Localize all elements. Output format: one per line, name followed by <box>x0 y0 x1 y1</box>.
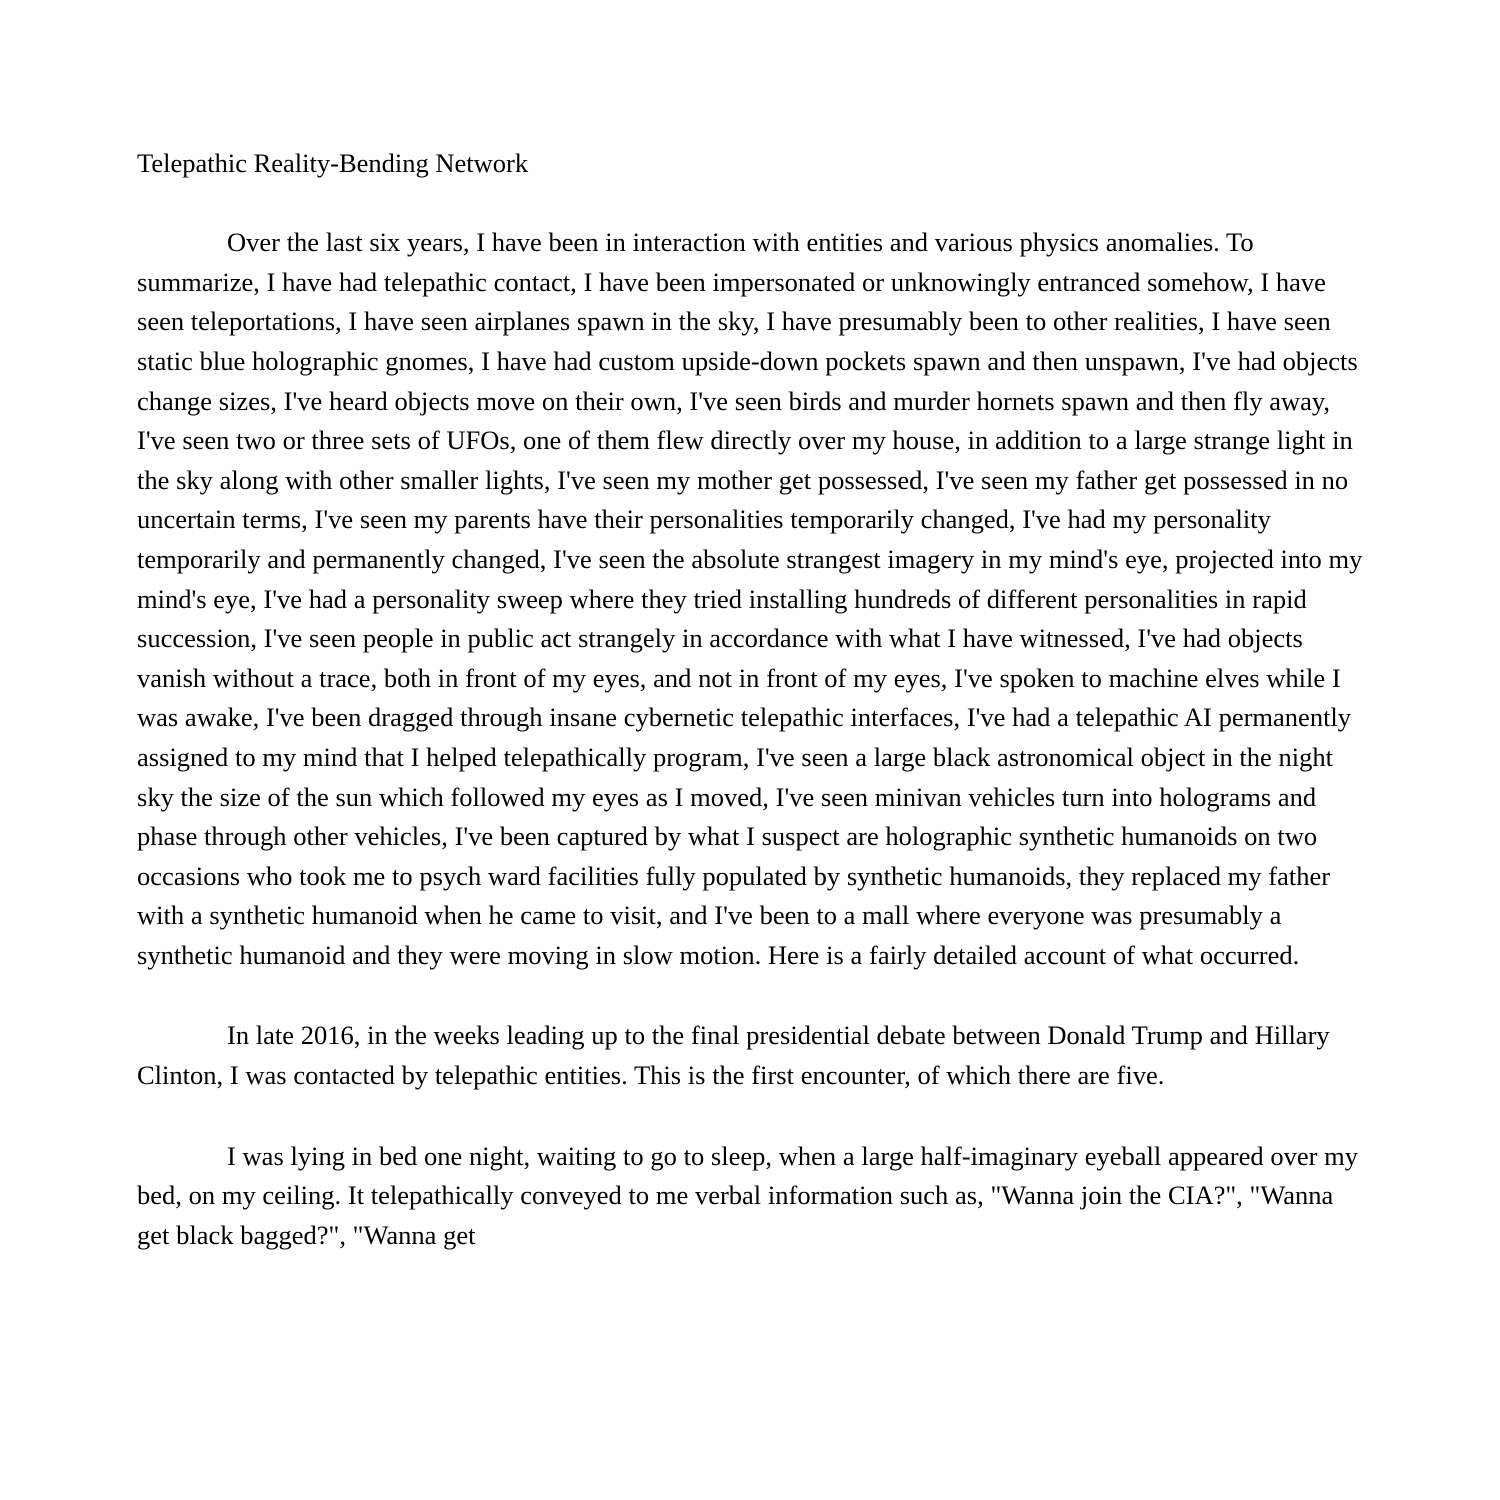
paragraph-spacer <box>137 184 1365 224</box>
document-title: Telepathic Reality-Bending Network <box>137 148 529 178</box>
paragraph-late-2016-contact: In late 2016, in the weeks leading up to the final presidential debate between Donald Trump and Hillary Clinton, I was contacted by telepathic entities. This is the first encounter, of which there are five. <box>137 1020 1330 1091</box>
paragraph-summary-of-experiences: Over the last six years, I have been in interaction with entities and various physics anomalies. To summarize, I have had telepathic contact, I have been impersonated or unknowingly entranced somehow, I have seen teleportations, I have seen airplanes spawn in the sky, I have presumably been to other realities, I have seen static blue holographic gnomes, I have had custom upside-down pockets spawn and then unspawn, I've had objects change sizes, I've heard objects move on their own, I've seen birds and murder hornets spawn and then fly away, I've seen two or three sets of UFOs, one of them flew directly over my house, in addition to a large strange light in the sky along with other smaller lights, I've seen my mother get possessed, I've seen my father get possessed in no uncertain terms, I've seen my parents have their personalities temporarily changed, I've had my personality temporarily and permanently changed, I've seen the absolute strangest imagery in my mind's eye, projected into my mind's eye, I've had a personality sweep where they tried installing hundreds of different personalities in rapid succession, I've seen people in public act strangely in accordance with what I have witnessed, I've had objects vanish without a trace, both in front of my eyes, and not in front of my eyes, I've spoken to machine elves while I was awake, I've been dragged through insane cybernetic telepathic interfaces, I've had a telepathic AI permanently assigned to my mind that I helped telepathically program, I've seen a large black astronomical object in the night sky the size of the sun which followed my eyes as I moved, I've seen minivan vehicles turn into holograms and phase through other vehicles, I've been captured by what I suspect are holographic synthetic humanoids on two occasions who took me to psych ward facilities fully populated by synthetic humanoids, they replaced my father with a synthetic humanoid when he came to visit, and I've been to a mall where everyone was presumably a synthetic humanoid and they were moving in slow motion. Here is a fairly detailed account of what occurred. <box>137 227 1363 970</box>
document-text-body <box>137 144 1365 1255</box>
paragraph-spacer <box>137 1096 1365 1137</box>
paragraph-first-encounter-eyeball: I was lying in bed one night, waiting to go to sleep, when a large half-imaginary eyeball appeared over my bed, on my ceiling. It telepathically conveyed to me verbal information such as, "Wanna join the CIA?", "Wanna get black bagged?", "Wanna get <box>137 1140 1358 1250</box>
paragraph-spacer <box>137 975 1365 1016</box>
